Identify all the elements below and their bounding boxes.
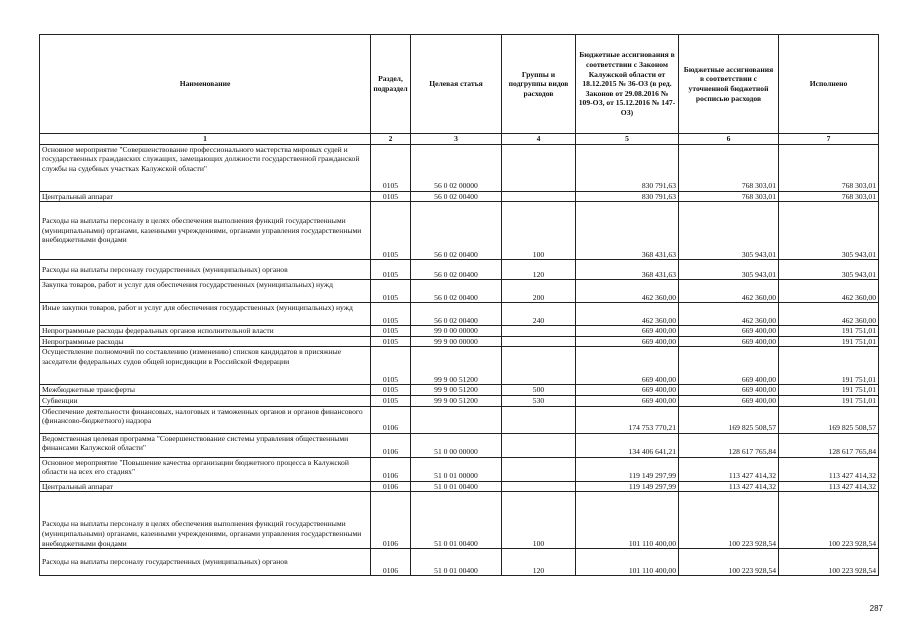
row-target-code: 51 0 00 00000	[411, 433, 502, 457]
row-executed: 462 360,00	[779, 303, 879, 326]
row-refined: 305 943,01	[679, 202, 779, 260]
row-refined: 113 427 414,32	[679, 481, 779, 492]
row-name: Центральный аппарат	[40, 481, 371, 492]
column-number: 3	[411, 134, 502, 145]
row-expense-group	[502, 191, 576, 202]
row-section: 0106	[371, 549, 411, 576]
row-target-code: 56 0 02 00400	[411, 303, 502, 326]
row-name: Основное мероприятие "Повышение качества организации бюджетного процесса в Калужской области на всех его стадиях"	[40, 457, 371, 481]
table-row	[40, 303, 879, 326]
row-refined: 768 303,01	[679, 144, 779, 191]
table-row	[40, 492, 879, 549]
table-row	[40, 326, 879, 337]
table-row	[40, 347, 879, 385]
column-number: 5	[576, 134, 679, 145]
row-approved: 669 400,00	[576, 385, 679, 396]
page-number: 287	[869, 604, 883, 613]
row-target-code: 51 0 01 00400	[411, 492, 502, 549]
header-executed: Исполнено	[779, 35, 879, 134]
row-name: Непрограммные расходы	[40, 336, 371, 347]
row-executed: 191 751,01	[779, 326, 879, 337]
row-section: 0105	[371, 336, 411, 347]
header-approved-allocations: Бюджетные ассигнования в соответствии с Законом Калужской области от 18.12.2015 № 36-ОЗ (в ред. Законов от 29.08.2016 № 109-ОЗ, от 15.12.2016 № 147-ОЗ)	[576, 35, 679, 134]
row-approved: 368 431,63	[576, 260, 679, 280]
header-section: Раздел, подраздел	[371, 35, 411, 134]
row-expense-group: 200	[502, 280, 576, 303]
row-expense-group	[502, 347, 576, 385]
row-executed: 113 427 414,32	[779, 457, 879, 481]
row-section: 0105	[371, 260, 411, 280]
row-refined: 462 360,00	[679, 303, 779, 326]
header-refined-allocations: Бюджетные ассигнования в соответствии с уточненной бюджетной росписью расходов	[679, 35, 779, 134]
row-refined: 100 223 928,54	[679, 492, 779, 549]
row-target-code: 99 0 00 00000	[411, 326, 502, 337]
row-name: Расходы на выплаты персоналу государственных (муниципальных) органов	[40, 260, 371, 280]
row-target-code: 51 0 01 00000	[411, 457, 502, 481]
row-name: Центральный аппарат	[40, 191, 371, 202]
row-expense-group	[502, 481, 576, 492]
row-target-code	[411, 406, 502, 433]
row-refined: 462 360,00	[679, 280, 779, 303]
row-expense-group: 530	[502, 395, 576, 406]
row-approved: 462 360,00	[576, 303, 679, 326]
table-row	[40, 457, 879, 481]
row-expense-group: 240	[502, 303, 576, 326]
row-section: 0105	[371, 280, 411, 303]
row-approved: 119 149 297,99	[576, 481, 679, 492]
row-target-code: 56 0 02 00000	[411, 144, 502, 191]
row-expense-group	[502, 457, 576, 481]
row-expense-group: 100	[502, 492, 576, 549]
row-target-code: 99 9 00 00000	[411, 336, 502, 347]
column-number: 7	[779, 134, 879, 145]
row-name: Непрограммные расходы федеральных органов исполнительной власти	[40, 326, 371, 337]
table-row	[40, 280, 879, 303]
row-name: Субвенции	[40, 395, 371, 406]
row-executed: 191 751,01	[779, 385, 879, 396]
header-name: Наименование	[40, 35, 371, 134]
row-approved: 134 406 641,21	[576, 433, 679, 457]
row-executed: 191 751,01	[779, 395, 879, 406]
table-header-row	[40, 35, 879, 134]
row-target-code: 56 0 02 00400	[411, 191, 502, 202]
row-executed: 768 303,01	[779, 144, 879, 191]
row-section: 0105	[371, 144, 411, 191]
row-approved: 101 110 400,00	[576, 492, 679, 549]
row-target-code: 99 9 00 51200	[411, 385, 502, 396]
row-executed: 169 825 508,57	[779, 406, 879, 433]
row-expense-group	[502, 433, 576, 457]
row-executed: 100 223 928,54	[779, 549, 879, 576]
row-approved: 830 791,63	[576, 191, 679, 202]
row-section: 0106	[371, 457, 411, 481]
row-approved: 174 753 770,21	[576, 406, 679, 433]
row-target-code: 99 9 00 51200	[411, 347, 502, 385]
table-row	[40, 336, 879, 347]
row-target-code: 56 0 02 00400	[411, 202, 502, 260]
row-approved: 669 400,00	[576, 395, 679, 406]
table-row	[40, 406, 879, 433]
row-executed: 305 943,01	[779, 202, 879, 260]
row-executed: 191 751,01	[779, 347, 879, 385]
row-expense-group: 120	[502, 549, 576, 576]
row-target-code: 99 9 00 51200	[411, 395, 502, 406]
column-number: 6	[679, 134, 779, 145]
column-number: 1	[40, 134, 371, 145]
header-target-article: Целевая статья	[411, 35, 502, 134]
row-expense-group	[502, 144, 576, 191]
row-executed: 113 427 414,32	[779, 481, 879, 492]
table-row	[40, 433, 879, 457]
table-row	[40, 260, 879, 280]
table-row	[40, 481, 879, 492]
row-approved: 462 360,00	[576, 280, 679, 303]
row-approved: 101 110 400,00	[576, 549, 679, 576]
row-name: Основное мероприятие "Совершенствование профессионального мастерства мировых судей и государственных гражданских служащих, замещающих должности государственной гражданской службы на судебных участках Калужской области"	[40, 144, 371, 191]
row-refined: 669 400,00	[679, 326, 779, 337]
row-section: 0105	[371, 326, 411, 337]
row-executed: 128 617 765,84	[779, 433, 879, 457]
row-approved: 669 400,00	[576, 336, 679, 347]
row-target-code: 56 0 02 00400	[411, 260, 502, 280]
row-executed: 100 223 928,54	[779, 492, 879, 549]
row-expense-group	[502, 326, 576, 337]
row-section: 0105	[371, 395, 411, 406]
row-section: 0105	[371, 385, 411, 396]
row-target-code: 56 0 02 00400	[411, 280, 502, 303]
row-name: Расходы на выплаты персоналу в целях обеспечения выполнения функций государственными (муниципальными) органами, казенными учреждениями, органами управления государственными внебюджетными фондами	[40, 492, 371, 549]
row-section: 0105	[371, 191, 411, 202]
row-section: 0106	[371, 481, 411, 492]
row-refined: 305 943,01	[679, 260, 779, 280]
row-refined: 669 400,00	[679, 347, 779, 385]
row-refined: 669 400,00	[679, 395, 779, 406]
table-row	[40, 191, 879, 202]
row-approved: 368 431,63	[576, 202, 679, 260]
table-row	[40, 385, 879, 396]
row-target-code: 51 0 01 00400	[411, 481, 502, 492]
row-expense-group	[502, 336, 576, 347]
row-expense-group: 100	[502, 202, 576, 260]
row-refined: 100 223 928,54	[679, 549, 779, 576]
table-row	[40, 549, 879, 576]
row-executed: 191 751,01	[779, 336, 879, 347]
column-number: 2	[371, 134, 411, 145]
row-name: Осуществление полномочий по составлению (изменению) списков кандидатов в присяжные заседатели федеральных судов общей юрисдикции в Российской Федерации	[40, 347, 371, 385]
table-row	[40, 395, 879, 406]
row-approved: 669 400,00	[576, 326, 679, 337]
row-approved: 119 149 297,99	[576, 457, 679, 481]
budget-table	[39, 34, 879, 576]
row-section: 0105	[371, 303, 411, 326]
row-name: Расходы на выплаты персоналу в целях обеспечения выполнения функций государственными (муниципальными) органами, казенными учреждениями, органами управления государственными внебюджетными фондами	[40, 202, 371, 260]
row-approved: 830 791,63	[576, 144, 679, 191]
row-executed: 462 360,00	[779, 280, 879, 303]
row-refined: 128 617 765,84	[679, 433, 779, 457]
row-section: 0106	[371, 406, 411, 433]
column-number-row	[40, 134, 879, 145]
row-name: Закупка товаров, работ и услуг для обеспечения государственных (муниципальных) нужд	[40, 280, 371, 303]
row-refined: 768 303,01	[679, 191, 779, 202]
row-expense-group	[502, 406, 576, 433]
row-executed: 768 303,01	[779, 191, 879, 202]
row-name: Обеспечение деятельности финансовых, налоговых и таможенных органов и органов финансового (финансово-бюджетного) надзора	[40, 406, 371, 433]
row-expense-group: 120	[502, 260, 576, 280]
row-name: Иные закупки товаров, работ и услуг для обеспечения государственных (муниципальных) нужд	[40, 303, 371, 326]
row-refined: 669 400,00	[679, 336, 779, 347]
header-expense-group: Группы и подгруппы видов расходов	[502, 35, 576, 134]
row-refined: 113 427 414,32	[679, 457, 779, 481]
row-section: 0106	[371, 433, 411, 457]
row-target-code: 51 0 01 00400	[411, 549, 502, 576]
row-expense-group: 500	[502, 385, 576, 396]
table-row	[40, 144, 879, 191]
row-section: 0105	[371, 347, 411, 385]
column-number: 4	[502, 134, 576, 145]
row-name: Расходы на выплаты персоналу государственных (муниципальных) органов	[40, 549, 371, 576]
table-row	[40, 202, 879, 260]
row-name: Межбюджетные трансферты	[40, 385, 371, 396]
row-section: 0105	[371, 202, 411, 260]
row-refined: 669 400,00	[679, 385, 779, 396]
row-approved: 669 400,00	[576, 347, 679, 385]
row-executed: 305 943,01	[779, 260, 879, 280]
row-refined: 169 825 508,57	[679, 406, 779, 433]
row-section: 0106	[371, 492, 411, 549]
row-name: Ведомственная целевая программа "Совершенствование системы управления общественными финансами Калужской области"	[40, 433, 371, 457]
